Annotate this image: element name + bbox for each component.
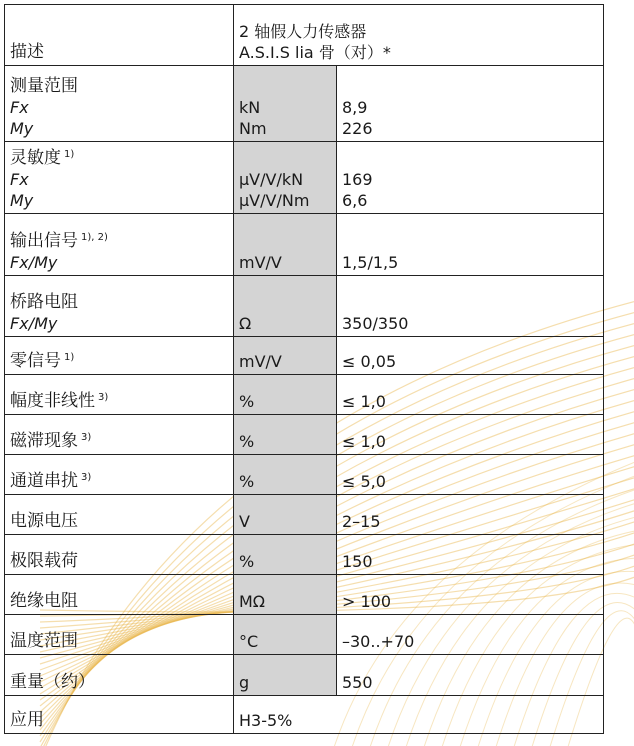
spec-label-text: 温度范围 (10, 631, 78, 651)
spec-sub-label: Fx (10, 98, 29, 117)
spec-label-cell (5, 455, 234, 495)
spec-label-wrap (10, 511, 228, 532)
spec-sub-label: My (10, 191, 34, 210)
spec-label-cell (5, 495, 234, 535)
spec-value: ≤ 5,0 (342, 472, 386, 491)
spec-label-wrap (10, 631, 228, 652)
spec-unit: kN (239, 98, 261, 117)
spec-unit-cell (234, 575, 337, 615)
spec-label-wrap (10, 144, 228, 169)
spec-row (5, 575, 604, 615)
spec-label-cell (5, 655, 234, 696)
spec-unit: % (239, 392, 255, 411)
application-label-cell (5, 696, 234, 734)
application-value-cell (234, 696, 604, 734)
spec-label-wrap (10, 551, 228, 572)
spec-unit-cell (234, 276, 337, 337)
spec-table (4, 4, 604, 734)
spec-value-cell (337, 375, 604, 415)
spec-sub-label: Fx/My (10, 314, 58, 333)
spec-label-cell (5, 66, 234, 142)
spec-row (5, 415, 604, 455)
spec-unit-cell (234, 214, 337, 276)
spec-value-cell (337, 415, 604, 455)
footnote-marker: 3) (98, 392, 109, 403)
spec-value-cell (337, 142, 604, 214)
spec-value-cell (337, 535, 604, 575)
spec-label-wrap (10, 427, 228, 452)
spec-label-wrap (10, 227, 228, 252)
spec-value: > 100 (342, 592, 392, 611)
spec-label-text: 幅度非线性 (10, 391, 95, 411)
spec-value: 8,9 (342, 98, 368, 117)
spec-value-cell (337, 615, 604, 655)
spec-value-cell (337, 214, 604, 276)
spec-value: ≤ 1,0 (342, 392, 386, 411)
spec-label-cell (5, 375, 234, 415)
spec-value: 169 (342, 170, 373, 189)
description-label: 描述 (10, 42, 44, 62)
spec-value-cell (337, 655, 604, 696)
spec-label-text: 输出信号 (10, 231, 78, 251)
description-value-line1: 2 轴假人力传感器 (239, 22, 367, 41)
spec-unit-cell (234, 655, 337, 696)
application-label: 应用 (10, 710, 44, 730)
spec-value-cell (337, 337, 604, 375)
spec-label-cell (5, 214, 234, 276)
spec-unit-cell (234, 415, 337, 455)
footnote-marker: 3) (81, 472, 92, 483)
description-value-line2: A.S.I.S lia 骨（对）* (239, 43, 391, 62)
spec-unit: Nm (239, 119, 267, 138)
footnote-marker: 3) (81, 432, 92, 443)
spec-label-wrap (10, 347, 228, 372)
spec-label-cell (5, 337, 234, 375)
spec-label-wrap (10, 292, 228, 313)
footnote-marker: 1) (64, 352, 75, 363)
spec-value: 226 (342, 119, 373, 138)
spec-row (5, 66, 604, 142)
spec-row (5, 375, 604, 415)
spec-unit: % (239, 552, 255, 571)
spec-unit: μV/V/kN (239, 170, 304, 189)
spec-unit-cell (234, 535, 337, 575)
spec-label-text: 零信号 (10, 351, 61, 371)
description-value-cell (234, 5, 604, 66)
spec-label-cell (5, 615, 234, 655)
spec-label-text: 绝缘电阻 (10, 591, 78, 611)
spec-label-text: 极限载荷 (10, 551, 78, 571)
spec-unit: mV/V (239, 253, 282, 272)
spec-row (5, 337, 604, 375)
spec-value: 1,5/1,5 (342, 253, 399, 272)
spec-row (5, 615, 604, 655)
footnote-marker: 1), 2) (81, 232, 108, 243)
spec-label-wrap (10, 672, 228, 693)
spec-label-cell (5, 575, 234, 615)
spec-unit: μV/V/Nm (239, 191, 310, 210)
row-application (5, 696, 604, 734)
spec-label-text: 桥路电阻 (10, 292, 78, 312)
spec-value: 6,6 (342, 191, 368, 210)
spec-row (5, 276, 604, 337)
spec-unit: % (239, 472, 255, 491)
application-value: H3-5% (239, 711, 293, 730)
spec-unit-cell (234, 337, 337, 375)
description-label-cell (5, 5, 234, 66)
spec-value: 350/350 (342, 314, 409, 333)
spec-unit: % (239, 432, 255, 451)
spec-label-text: 磁滞现象 (10, 431, 78, 451)
spec-label-wrap (10, 467, 228, 492)
spec-unit-cell (234, 455, 337, 495)
spec-value-cell (337, 495, 604, 535)
spec-value: –30..+70 (342, 632, 415, 651)
spec-unit: MΩ (239, 592, 266, 611)
row-description (5, 5, 604, 66)
spec-label-text: 灵敏度 (10, 148, 61, 168)
spec-label-wrap (10, 591, 228, 612)
spec-value-cell (337, 276, 604, 337)
spec-value-cell (337, 66, 604, 142)
spec-unit: mV/V (239, 352, 282, 371)
spec-label-cell (5, 276, 234, 337)
spec-label-cell (5, 142, 234, 214)
spec-unit-cell (234, 66, 337, 142)
spec-value: ≤ 1,0 (342, 432, 386, 451)
spec-value: 2–15 (342, 512, 381, 531)
spec-sub-label: Fx/My (10, 253, 58, 272)
spec-label-cell (5, 535, 234, 575)
spec-label-text: 测量范围 (10, 76, 78, 96)
spec-row (5, 214, 604, 276)
spec-value: ≤ 0,05 (342, 352, 397, 371)
spec-unit: g (239, 673, 250, 692)
spec-unit: V (239, 512, 250, 531)
spec-label-text: 重量（约） (10, 672, 95, 692)
spec-row (5, 455, 604, 495)
spec-label-text: 电源电压 (10, 511, 78, 531)
spec-value-cell (337, 455, 604, 495)
spec-label-wrap (10, 387, 228, 412)
spec-unit: Ω (239, 314, 252, 333)
spec-label-wrap (10, 76, 228, 97)
spec-sub-label: My (10, 119, 34, 138)
spec-row (5, 655, 604, 696)
spec-unit-cell (234, 142, 337, 214)
spec-sub-label: Fx (10, 170, 29, 189)
spec-row (5, 535, 604, 575)
spec-label-text: 通道串扰 (10, 471, 78, 491)
spec-value-cell (337, 575, 604, 615)
spec-row (5, 142, 604, 214)
spec-label-cell (5, 415, 234, 455)
spec-unit-cell (234, 615, 337, 655)
spec-unit-cell (234, 375, 337, 415)
spec-value: 550 (342, 673, 373, 692)
spec-value: 150 (342, 552, 373, 571)
spec-unit-cell (234, 495, 337, 535)
spec-row (5, 495, 604, 535)
spec-unit: °C (239, 632, 259, 651)
footnote-marker: 1) (64, 149, 75, 160)
